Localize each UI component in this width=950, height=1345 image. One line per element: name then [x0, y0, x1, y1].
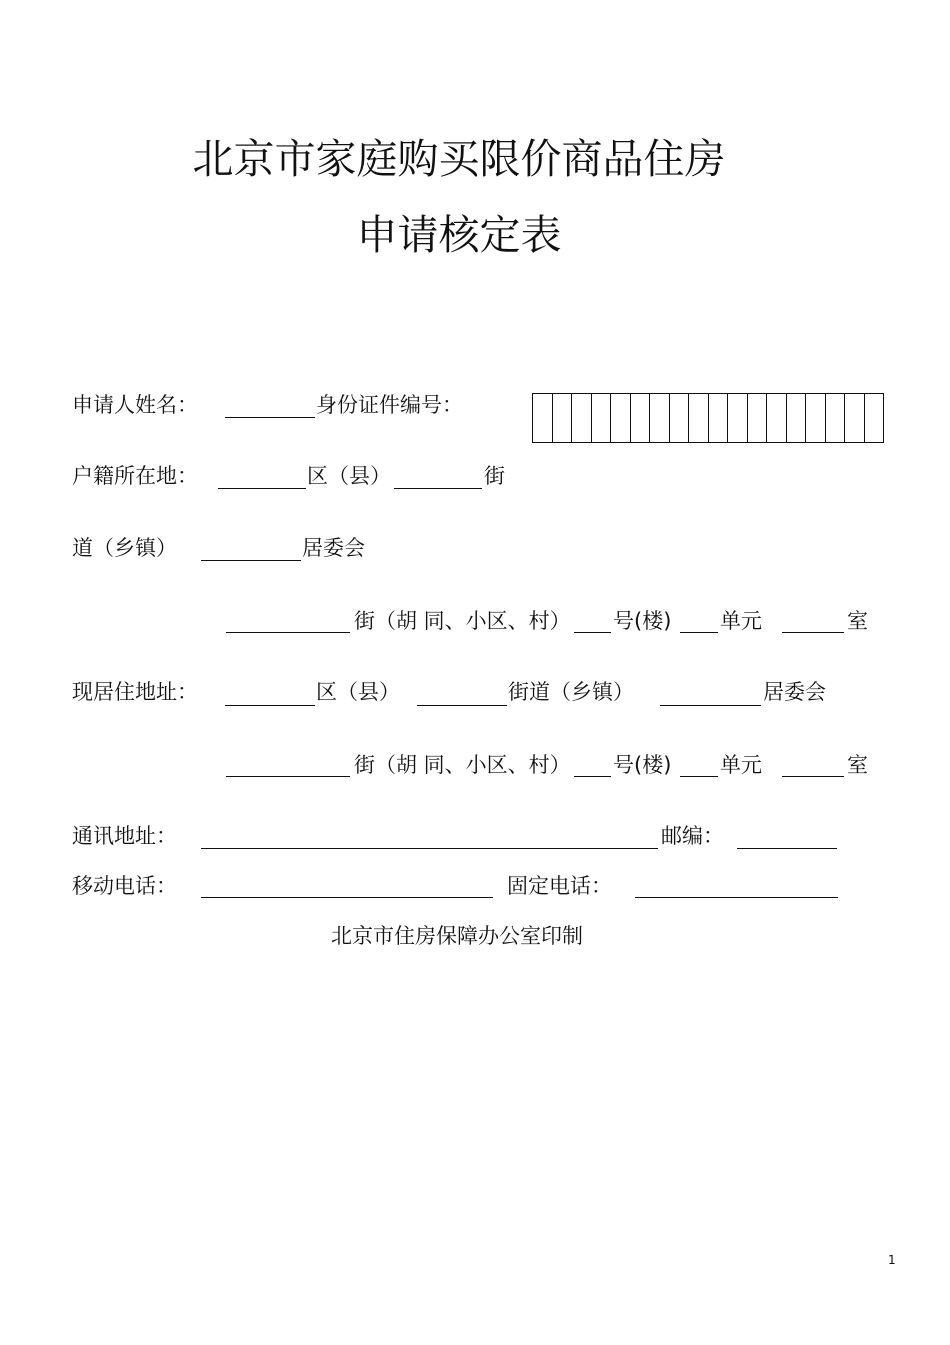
- id-digit-cell[interactable]: [572, 394, 592, 442]
- mailing-address-field[interactable]: [201, 848, 658, 849]
- hukou-room-field[interactable]: [782, 632, 844, 633]
- id-digit-cell[interactable]: [728, 394, 748, 442]
- id-digit-cell[interactable]: [611, 394, 631, 442]
- residence-building-text: 号(楼): [613, 753, 672, 777]
- residence-township-text: 街道（乡镇）: [508, 680, 634, 704]
- hukou-street-field[interactable]: [394, 488, 482, 489]
- mailing-address-label: 通讯地址：: [72, 824, 177, 848]
- residence-hutong-text: 街（胡 同、小区、村）: [354, 753, 571, 777]
- id-digit-cell[interactable]: [787, 394, 807, 442]
- residence-committee-field[interactable]: [660, 705, 761, 706]
- hukou-hutong-text: 街（胡 同、小区、村）: [354, 609, 571, 633]
- id-digit-cell[interactable]: [592, 394, 612, 442]
- residence-district-field[interactable]: [225, 705, 315, 706]
- id-digit-cell[interactable]: [689, 394, 709, 442]
- hukou-district-field[interactable]: [218, 488, 306, 489]
- hukou-township-text: 道（乡镇）: [72, 536, 177, 560]
- landline-phone-field[interactable]: [635, 897, 838, 898]
- applicant-name-field[interactable]: [225, 417, 315, 418]
- id-number-boxes[interactable]: [532, 393, 884, 443]
- id-digit-cell[interactable]: [826, 394, 846, 442]
- form-title-line2: 申请核定表: [356, 211, 562, 259]
- id-number-label: 身份证件编号：: [316, 393, 463, 417]
- id-digit-cell[interactable]: [748, 394, 768, 442]
- id-digit-cell[interactable]: [767, 394, 787, 442]
- id-digit-cell[interactable]: [631, 394, 651, 442]
- applicant-name-label: 申请人姓名：: [72, 393, 198, 417]
- hukou-room-text: 室: [847, 609, 868, 633]
- hukou-hutong-field[interactable]: [226, 632, 350, 633]
- hukou-unit-field[interactable]: [680, 632, 718, 633]
- residence-hutong-field[interactable]: [226, 776, 350, 777]
- printer-credit: 北京市住房保障办公室印制: [331, 924, 583, 948]
- page-number: 1: [888, 1253, 896, 1267]
- id-digit-cell[interactable]: [650, 394, 670, 442]
- id-digit-cell[interactable]: [806, 394, 826, 442]
- form-title-line1: 北京市家庭购买限价商品住房: [192, 135, 726, 183]
- id-digit-cell[interactable]: [533, 394, 553, 442]
- postcode-field[interactable]: [737, 848, 837, 849]
- residence-building-field[interactable]: [574, 776, 611, 777]
- postcode-label: 邮编：: [661, 824, 724, 848]
- hukou-label: 户籍所在地：: [72, 464, 198, 488]
- hukou-jie-text: 街: [484, 464, 505, 488]
- mobile-phone-field[interactable]: [201, 897, 493, 898]
- residence-room-field[interactable]: [782, 776, 844, 777]
- landline-phone-label: 固定电话：: [507, 874, 612, 898]
- id-digit-cell[interactable]: [709, 394, 729, 442]
- id-digit-cell[interactable]: [670, 394, 690, 442]
- hukou-building-field[interactable]: [574, 632, 611, 633]
- id-digit-cell[interactable]: [553, 394, 573, 442]
- hukou-committee-field[interactable]: [201, 560, 301, 561]
- residence-label: 现居住地址：: [72, 680, 198, 704]
- hukou-committee-text: 居委会: [302, 536, 365, 560]
- residence-street-field[interactable]: [417, 705, 507, 706]
- mobile-phone-label: 移动电话：: [72, 874, 177, 898]
- hukou-building-text: 号(楼): [613, 609, 672, 633]
- id-digit-cell[interactable]: [845, 394, 865, 442]
- residence-district-text: 区（县）: [316, 680, 400, 704]
- residence-room-text: 室: [847, 753, 868, 777]
- id-digit-cell[interactable]: [865, 394, 885, 442]
- hukou-unit-text: 单元: [720, 609, 762, 633]
- hukou-district-text: 区（县）: [307, 464, 391, 488]
- residence-unit-text: 单元: [720, 753, 762, 777]
- residence-committee-text: 居委会: [763, 680, 826, 704]
- residence-unit-field[interactable]: [680, 776, 718, 777]
